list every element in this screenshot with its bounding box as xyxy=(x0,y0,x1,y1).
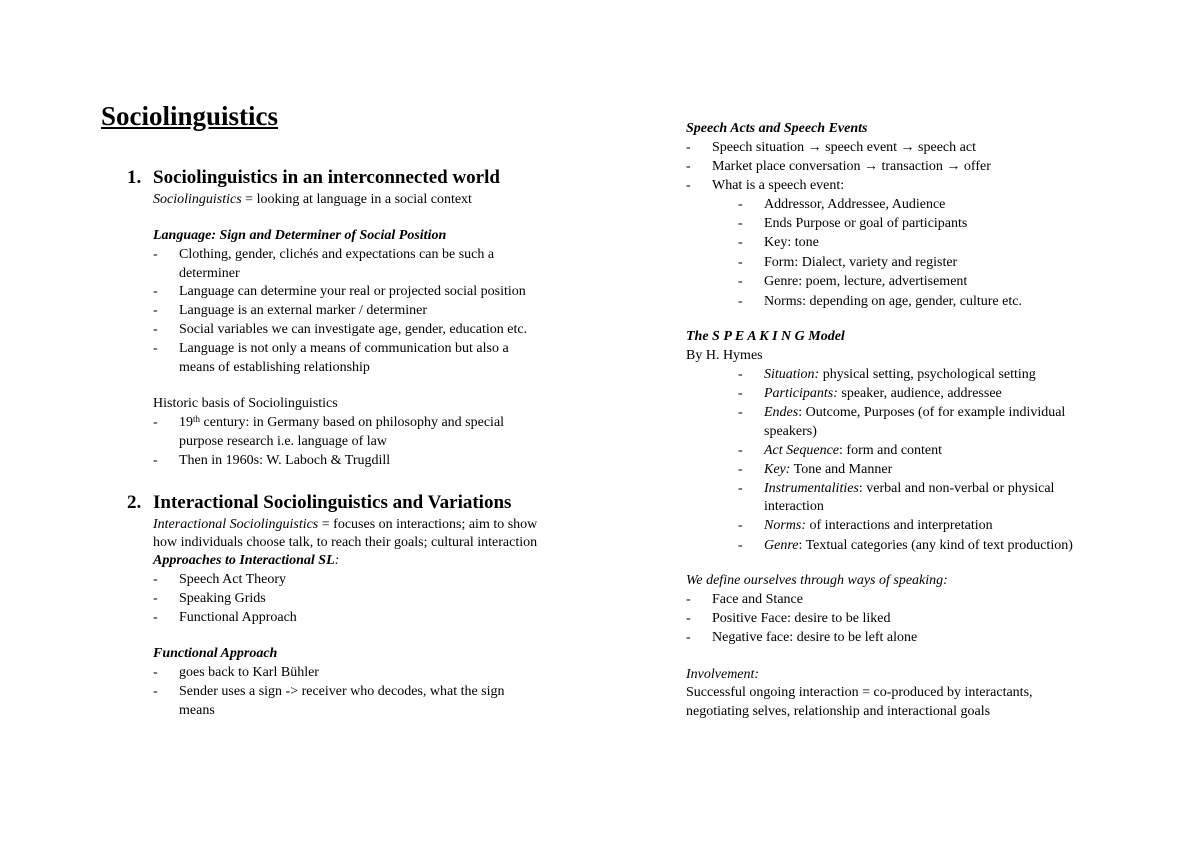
dash: - xyxy=(686,611,691,626)
list-item: Face and Stance xyxy=(712,592,803,607)
dash: - xyxy=(153,591,158,606)
dash: - xyxy=(153,572,158,587)
speaking-term: Endes xyxy=(764,405,799,420)
dash: - xyxy=(153,322,158,337)
dash: - xyxy=(738,274,743,289)
dash: - xyxy=(738,481,743,496)
speaking-item-continuation: speakers) xyxy=(764,424,817,439)
speaking-model-author: By H. Hymes xyxy=(686,348,763,363)
section-1-number: 1. xyxy=(127,167,142,188)
list-item: Functional Approach xyxy=(179,610,297,625)
dash: - xyxy=(738,367,743,382)
sub-list-item: Key: tone xyxy=(764,235,819,250)
approaches-heading xyxy=(153,551,339,570)
language-heading: Language: Sign and Determiner of Social Position xyxy=(153,228,447,243)
speaking-item xyxy=(764,516,993,535)
definition-term: Interactional Sociolinguistics xyxy=(153,517,319,532)
dash: - xyxy=(738,538,743,553)
list-item: Speech Act Theory xyxy=(179,572,287,587)
dash: - xyxy=(738,386,743,401)
century-number: 19 xyxy=(179,415,193,430)
dash: - xyxy=(686,630,691,645)
century-ordinal: th xyxy=(193,414,201,424)
list-item: Negative face: desire to be left alone xyxy=(712,630,918,645)
list-item: What is a speech event: xyxy=(712,178,845,193)
page-title: Sociolinguistics xyxy=(101,101,279,131)
section-2-title: Interactional Sociolinguistics and Variations xyxy=(153,492,512,513)
speaking-term: Norms: xyxy=(764,518,807,533)
century-text: century: in Germany based on philosophy and special xyxy=(200,415,505,430)
list-item: Then in 1960s: W. Laboch & Trugdill xyxy=(179,453,391,468)
speaking-text: speaker, audience, addressee xyxy=(837,386,1002,401)
dash: - xyxy=(153,610,158,625)
definition-term: Sociolinguistics xyxy=(153,192,242,207)
dash: - xyxy=(153,453,158,468)
sub-list-item: Addressor, Addressee, Audience xyxy=(764,197,946,212)
speaking-text: : verbal and non-verbal or physical xyxy=(858,481,1055,496)
dash: - xyxy=(153,341,158,356)
list-item: Clothing, gender, clichés and expectations can be such a xyxy=(179,247,495,262)
speaking-item xyxy=(764,403,1065,422)
speaking-term: Instrumentalities xyxy=(764,481,859,496)
dash: - xyxy=(153,284,158,299)
speaking-item xyxy=(764,536,1073,555)
speaking-text: Tone and Manner xyxy=(790,462,893,477)
speaking-text: : form and content xyxy=(839,443,943,458)
dash: - xyxy=(738,216,743,231)
list-item xyxy=(179,413,504,432)
speaking-text: : Outcome, Purposes (of for example individual xyxy=(798,405,1066,420)
list-item: Language can determine your real or projected social position xyxy=(179,284,526,299)
sub-list-item: Norms: depending on age, gender, culture etc. xyxy=(764,294,1022,309)
speaking-term: Situation: xyxy=(764,367,820,382)
speaking-item xyxy=(764,460,892,479)
speaking-item-continuation: interaction xyxy=(764,499,824,514)
speaking-text: of interactions and interpretation xyxy=(806,518,993,533)
speaking-item xyxy=(764,441,942,460)
definition-text: = focuses on interactions; aim to show xyxy=(318,517,538,532)
list-item: Market place conversation → transaction → offer xyxy=(712,159,991,174)
list-item: Speech situation → speech event → speech act xyxy=(712,140,976,155)
dash: - xyxy=(686,592,691,607)
section-2-definition-line-2: how individuals choose talk, to reach their goals; cultural interaction xyxy=(153,535,538,550)
define-heading: We define ourselves through ways of speaking: xyxy=(686,573,948,588)
dash: - xyxy=(738,518,743,533)
dash: - xyxy=(686,159,691,174)
speaking-term: Key: xyxy=(764,462,791,477)
dash: - xyxy=(153,415,158,430)
speaking-term: Act Sequence xyxy=(764,443,840,458)
list-item: Sender uses a sign -> receiver who decodes, what the sign xyxy=(179,684,505,699)
dash: - xyxy=(153,247,158,262)
dash: - xyxy=(686,178,691,193)
dash: - xyxy=(153,303,158,318)
speaking-item xyxy=(764,365,1036,384)
list-item: Language is not only a means of communication but also a xyxy=(179,341,509,356)
historic-heading: Historic basis of Sociolinguistics xyxy=(153,396,338,411)
dash: - xyxy=(153,665,158,680)
section-2-number: 2. xyxy=(127,492,142,513)
section-1-title: Sociolinguistics in an interconnected world xyxy=(153,167,500,188)
section-2-definition xyxy=(153,515,537,534)
list-item: Speaking Grids xyxy=(179,591,266,606)
sub-list-item: Ends Purpose or goal of participants xyxy=(764,216,968,231)
speaking-model-heading: The S P E A K I N G Model xyxy=(686,329,845,344)
list-item: goes back to Karl Bühler xyxy=(179,665,319,680)
list-item-continuation: means of establishing relationship xyxy=(179,360,370,375)
approaches-heading-text: Approaches to Interactional SL xyxy=(153,553,335,568)
approaches-colon: : xyxy=(334,553,340,568)
list-item-continuation: purpose research i.e. language of law xyxy=(179,434,387,449)
list-item-continuation: means xyxy=(179,703,215,718)
dash: - xyxy=(738,462,743,477)
dash: - xyxy=(738,235,743,250)
sub-list-item: Form: Dialect, variety and register xyxy=(764,255,958,270)
speech-acts-heading: Speech Acts and Speech Events xyxy=(686,121,868,136)
list-item-continuation: determiner xyxy=(179,266,240,281)
dash: - xyxy=(738,255,743,270)
list-item: Social variables we can investigate age, gender, education etc. xyxy=(179,322,528,337)
list-item: Positive Face: desire to be liked xyxy=(712,611,891,626)
list-item: Language is an external marker / determiner xyxy=(179,303,427,318)
dash: - xyxy=(738,405,743,420)
dash: - xyxy=(738,443,743,458)
sub-list-item: Genre: poem, lecture, advertisement xyxy=(764,274,968,289)
functional-heading: Functional Approach xyxy=(153,646,278,661)
section-1-definition xyxy=(153,190,472,209)
dash: - xyxy=(738,294,743,309)
dash: - xyxy=(686,140,691,155)
speaking-term: Participants: xyxy=(764,386,838,401)
involvement-heading: Involvement: xyxy=(686,667,760,682)
speaking-term: Genre xyxy=(764,538,799,553)
dash: - xyxy=(153,684,158,699)
speaking-item xyxy=(764,479,1054,498)
dash: - xyxy=(738,197,743,212)
speaking-text: : Textual categories (any kind of text production) xyxy=(798,538,1073,553)
involvement-text: Successful ongoing interaction = co-produced by interactants, xyxy=(686,685,1033,700)
definition-text: = looking at language in a social context xyxy=(241,192,472,207)
involvement-text: negotiating selves, relationship and interactional goals xyxy=(686,704,991,719)
speaking-item xyxy=(764,384,1002,403)
speaking-text: physical setting, psychological setting xyxy=(819,367,1036,382)
